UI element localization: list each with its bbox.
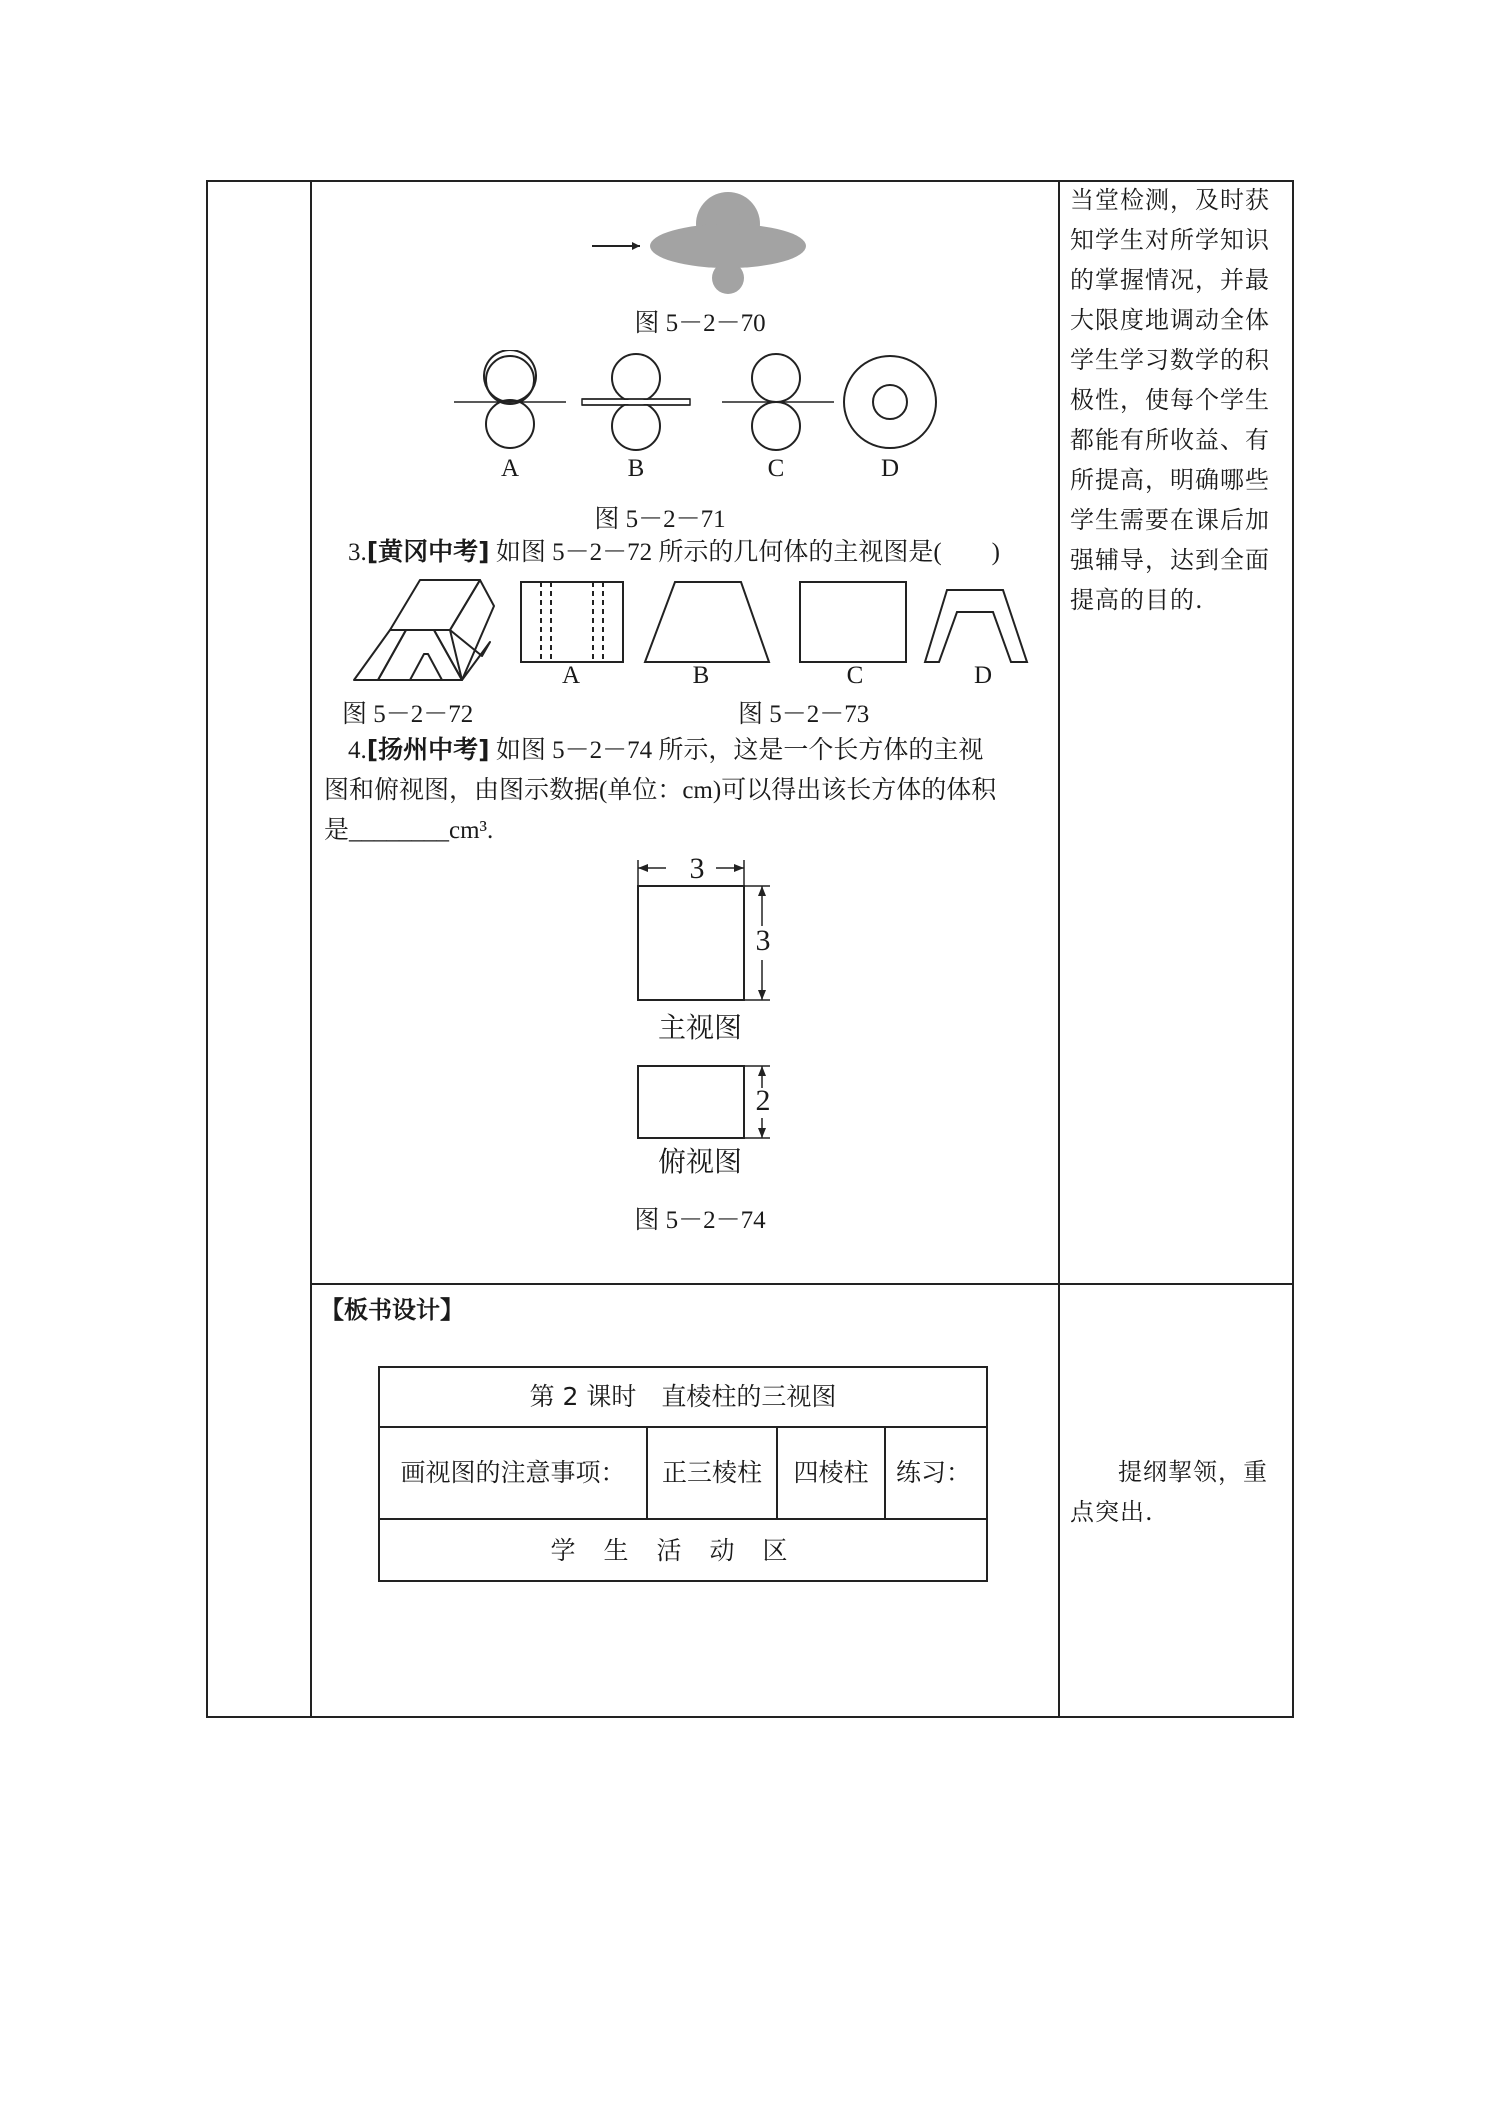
side-note-assessment: 当堂检测，及时获知学生对所学知识的掌握情况，并最大限度地调动全体学生学习数学的积极性，使每个学生都能有所收益、有所提高，明确哪些学生需要在课后加强辅导，达到全面提高的目的.: [1070, 186, 1270, 614]
table-col-divider-2: [1058, 180, 1060, 1718]
option-label-a: A: [500, 455, 520, 482]
question-4-line2: 图和俯视图，由图示数据(单位：cm)可以得出该长方体的体积: [324, 777, 997, 804]
figure-5-2-71: [450, 350, 950, 460]
figure-5-2-73: [515, 576, 1045, 666]
figure-5-2-73-option-d: D: [973, 662, 993, 689]
question-3-text: 如图 5－2－72 所示的几何体的主视图是( ): [495, 539, 1001, 566]
board-title: 第 2 课时 直棱柱的三视图: [380, 1368, 986, 1428]
front-view-width-label: 3: [689, 852, 705, 885]
figure-5-2-73-option-b: B: [692, 662, 710, 689]
board-cell-quadrangular-prism: 四棱柱: [778, 1428, 886, 1518]
board-row: [380, 1428, 986, 1520]
figure-5-2-72: [350, 572, 500, 684]
board-cell-exercise: 练习：: [896, 1458, 972, 1487]
question-3-number: 3.: [348, 539, 367, 566]
option-label-d: D: [880, 455, 900, 482]
figure-5-2-71-caption: 图 5－2－71: [594, 506, 726, 533]
figure-5-2-73-caption: 图 5－2－73: [738, 701, 870, 728]
figure-5-2-74-caption: 图 5－2－74: [634, 1207, 766, 1234]
question-3: [348, 532, 1048, 573]
table-border-bottom: [206, 1716, 1294, 1718]
figure-5-2-70: [580, 186, 820, 296]
board-design-table: [378, 1366, 988, 1582]
option-label-c: C: [767, 455, 785, 482]
board-design-heading: 【板书设计】: [320, 1296, 464, 1324]
question-3-source: [黄冈中考]: [366, 537, 490, 566]
question-4-line1: 如图 5－2－74 所示，这是一个长方体的主视: [495, 737, 984, 764]
question-4: [324, 730, 1054, 851]
side-note-board: 提纲挈领，重点突出.: [1070, 1458, 1268, 1526]
question-4-line3: 是________cm³.: [324, 817, 494, 844]
figure-5-2-73-option-c: C: [846, 662, 864, 689]
question-4-number: 4.: [348, 737, 367, 764]
question-4-source: [扬州中考]: [366, 735, 490, 764]
front-view-label: 主视图: [657, 1011, 742, 1044]
figure-5-2-72-caption: 图 5－2－72: [342, 701, 474, 728]
board-cell-triangular-prism: 正三棱柱: [648, 1428, 778, 1518]
figure-5-2-70-caption: 图 5－2－70: [634, 310, 766, 337]
top-view-label: 俯视图: [657, 1145, 742, 1178]
table-col-divider-1: [310, 180, 312, 1718]
table-border-left: [206, 180, 208, 1718]
front-view-height-label: 3: [755, 924, 771, 957]
board-cell-notes: 画视图的注意事项：: [380, 1428, 648, 1518]
top-view-depth-label: 2: [755, 1084, 771, 1117]
option-label-b: B: [627, 455, 645, 482]
figure-5-2-73-option-a: A: [561, 662, 581, 689]
board-footer: 学生活动区: [550, 1536, 816, 1565]
table-row-divider: [310, 1283, 1294, 1285]
table-border-right: [1292, 180, 1294, 1718]
